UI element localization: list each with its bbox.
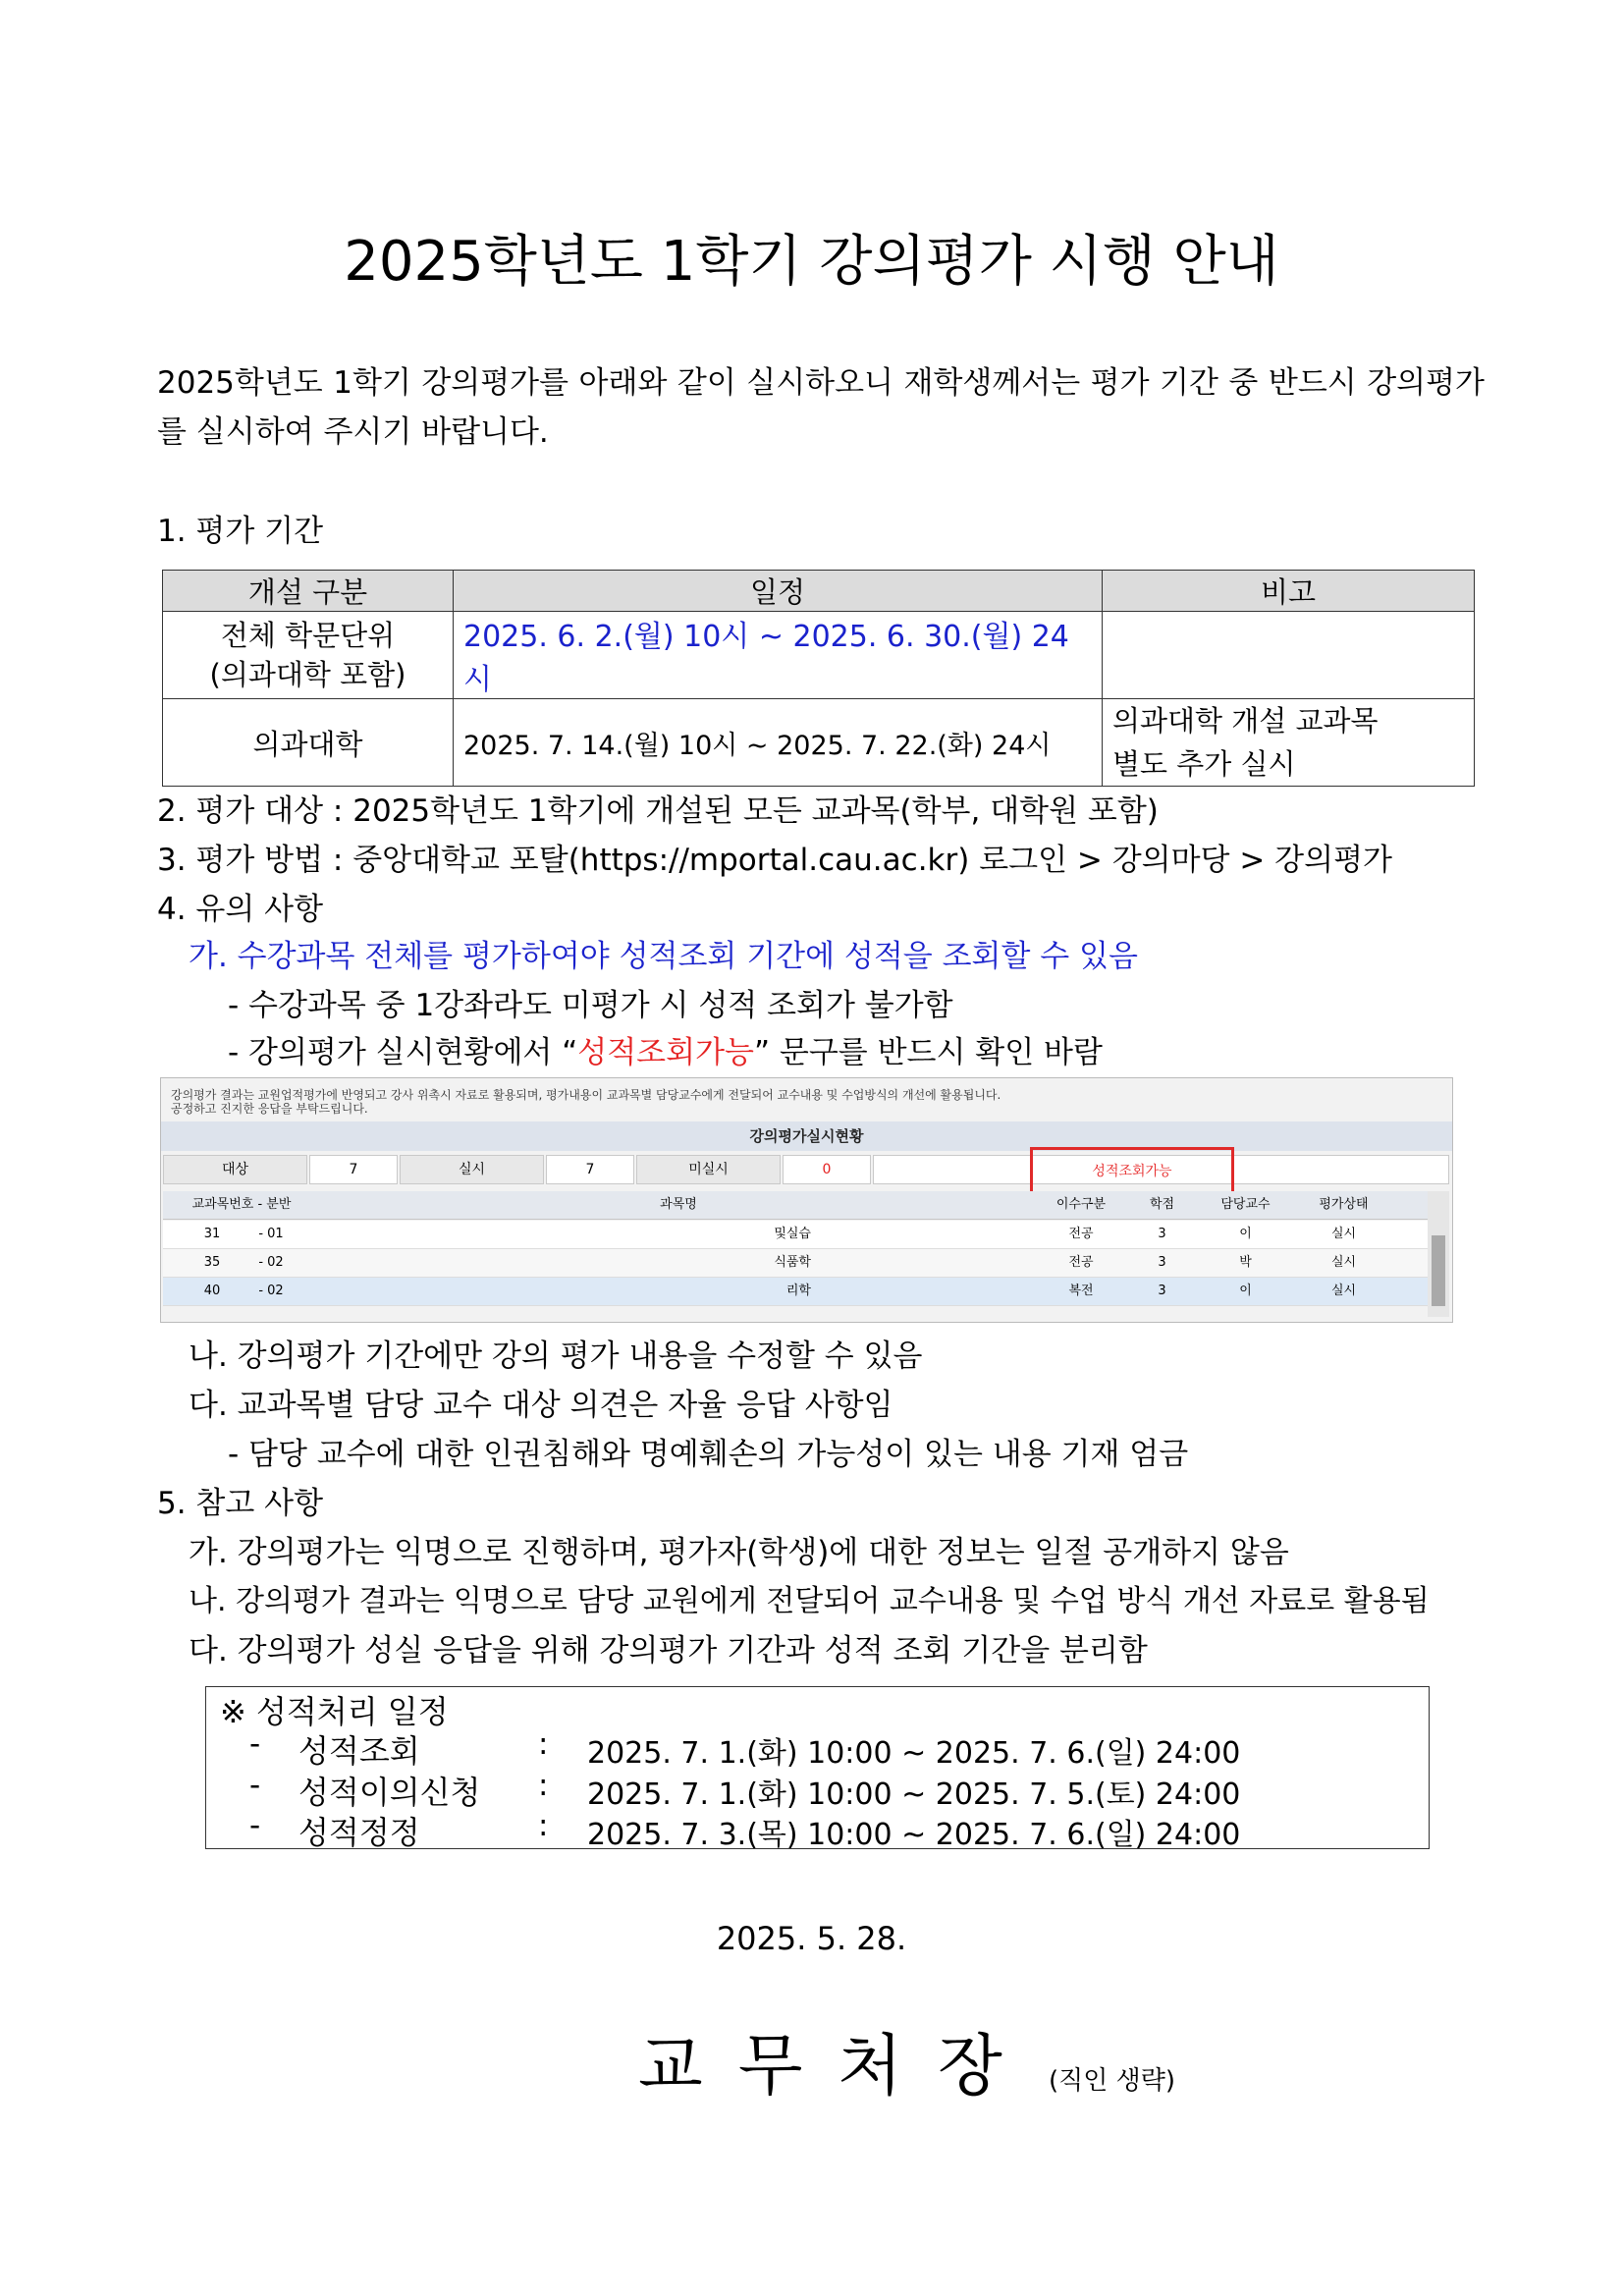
row-prof: 이 — [1239, 1284, 1252, 1298]
row-section: - 02 — [258, 1284, 284, 1298]
ga-sub2-open-quote: “ — [562, 1035, 578, 1070]
stat-value-target: 7 — [309, 1155, 398, 1184]
section-5-ga: 가. 강의평가는 익명으로 진행하며, 평가자(학생)에 대한 정보는 일절 공개하지 않음 — [189, 1535, 1289, 1570]
note-line2: 별도 추가 실시 — [1112, 747, 1296, 781]
document-date: 2025. 5. 28. — [716, 1920, 907, 1957]
grade-schedule-box — [205, 1686, 1430, 1852]
notice-line2: 공정하고 진지한 응답을 부탁드립니다. — [171, 1102, 368, 1116]
category-line1: 전체 학문단위 — [220, 619, 396, 652]
row-prof: 박 — [1239, 1255, 1252, 1270]
table-row[interactable] — [163, 1221, 1430, 1249]
row-type: 전공 — [1068, 1227, 1094, 1241]
row-status: 실시 — [1330, 1255, 1357, 1270]
schedule-table — [162, 570, 1475, 787]
table-row[interactable] — [163, 1278, 1430, 1306]
grade-item-label: 성적조회 — [298, 1732, 420, 1770]
grid-header-row — [163, 1191, 1430, 1220]
row-course: 및실습 — [774, 1227, 811, 1241]
note-line1: 의과대학 개설 교과목 — [1112, 704, 1379, 738]
col-status: 평가상태 — [1319, 1197, 1369, 1212]
row-credit: 3 — [1158, 1227, 1166, 1241]
row-prof: 이 — [1239, 1227, 1252, 1241]
grade-item-period: 2025. 7. 1.(화) 10:00 ~ 2025. 7. 6.(일) 24:00 — [587, 1736, 1241, 1771]
ga-sub2-post: 문구를 반드시 확인 바람 — [770, 1035, 1103, 1070]
section-2: 2. 평가 대상 : 2025학년도 1학기에 개설된 모든 교과목(학부, 대학원 포함) — [157, 793, 1159, 829]
stat-label-target: 대상 — [163, 1155, 307, 1184]
grade-item-colon: : — [538, 1768, 549, 1803]
grid-scrollbar-thumb[interactable] — [1432, 1235, 1445, 1306]
grade-available-text: 성적조회가능 — [577, 1035, 754, 1070]
grade-item-period: 2025. 7. 3.(목) 10:00 ~ 2025. 7. 6.(일) 24:00 — [587, 1818, 1241, 1852]
row-type: 전공 — [1068, 1255, 1094, 1270]
col-course: 과목명 — [660, 1197, 697, 1212]
screenshot-header: 강의평가실시현황 — [161, 1121, 1452, 1151]
page-title: 2025학년도 1학기 강의평가 시행 안내 — [344, 230, 1279, 294]
intro-paragraph: 2025학년도 1학기 강의평가를 아래와 같이 실시하오니 재학생께서는 평가 기간 중 반드시 강의평가를 실시하여 주시기 바랍니다. — [157, 365, 1485, 450]
col-credit: 학점 — [1149, 1197, 1175, 1212]
table-row — [163, 612, 1475, 699]
row-status: 실시 — [1330, 1284, 1357, 1298]
row-code: 35 — [203, 1255, 221, 1270]
header-note: 비고 — [1103, 571, 1475, 612]
signature-title: 교무처장 — [638, 2028, 1038, 2105]
row-code: 31 — [203, 1227, 221, 1241]
status-highlight-box — [1030, 1147, 1234, 1196]
section-4-da: 다. 교과목별 담당 교수 대상 의견은 자율 응답 사항임 — [189, 1388, 893, 1423]
note-cell — [1103, 699, 1475, 787]
section-4-da-sub: - 담당 교수에 대한 인권침해와 명예훼손의 가능성이 있는 내용 기재 엄금 — [228, 1437, 1189, 1472]
schedule-table-header-row — [163, 571, 1475, 612]
grade-item-colon: : — [538, 1726, 549, 1762]
note-cell — [1103, 612, 1475, 699]
row-status: 실시 — [1330, 1227, 1357, 1241]
stat-label-done: 실시 — [400, 1155, 544, 1184]
ga-sub2-pre: - 강의평가 실시현황에서 — [228, 1035, 563, 1070]
section-5-heading: 5. 참고 사항 — [157, 1486, 324, 1521]
grade-item-dash: - — [249, 1768, 261, 1803]
stat-label-not-done: 미실시 — [636, 1155, 781, 1184]
grade-item-label: 성적정정 — [298, 1814, 420, 1851]
ga-sub2-close-quote: ” — [753, 1035, 771, 1070]
row-course: 식품학 — [774, 1255, 811, 1270]
table-row — [163, 699, 1475, 787]
section-4-ga-sub2 — [228, 1027, 1103, 1071]
row-credit: 3 — [1158, 1255, 1166, 1270]
section-4-heading: 4. 유의 사항 — [157, 892, 324, 927]
category-cell — [163, 699, 454, 787]
notice-line1: 강의평가 결과는 교원업적평가에 반영되고 강사 위촉시 자료로 활용되며, 평가내용이 교과목별 담당교수에게 전달되어 교수내용 및 수업방식의 개선에 활용됩니다. — [171, 1088, 1001, 1102]
row-credit: 3 — [1158, 1284, 1166, 1298]
table-row[interactable] — [163, 1249, 1430, 1278]
section-5-da: 다. 강의평가 성실 응답을 위해 강의평가 기간과 성적 조회 기간을 분리함 — [189, 1633, 1148, 1668]
col-type: 이수구분 — [1055, 1197, 1107, 1212]
grade-item-label: 성적이의신청 — [298, 1774, 481, 1811]
section-4-ga: 가. 수강과목 전체를 평가하여야 성적조회 기간에 성적을 조회할 수 있음 — [189, 939, 1138, 974]
category-line2: (의과대학 포함) — [209, 658, 406, 691]
col-prof: 담당교수 — [1220, 1197, 1271, 1212]
grade-box-title: ※ 성적처리 일정 — [220, 1693, 449, 1730]
schedule-cell: 2025. 7. 14.(월) 10시 ~ 2025. 7. 22.(화) 24시 — [454, 699, 1103, 787]
row-course: 리학 — [785, 1284, 811, 1298]
section-4-ga-sub1: - 수강과목 중 1강좌라도 미평가 시 성적 조회가 불가함 — [228, 988, 953, 1023]
schedule-cell: 2025. 6. 2.(월) 10시 ~ 2025. 6. 30.(월) 24시 — [454, 612, 1103, 699]
section-5-na: 나. 강의평가 결과는 익명으로 담당 교원에게 전달되어 교수내용 및 수업 방식 개선 자료로 활용됨 — [189, 1584, 1430, 1618]
col-code: 교과목번호 - 분반 — [191, 1197, 292, 1212]
grade-item-period: 2025. 7. 1.(화) 10:00 ~ 2025. 7. 5.(토) 24:00 — [587, 1777, 1241, 1812]
grade-item-dash: - — [249, 1808, 261, 1843]
section-4-na: 나. 강의평가 기간에만 강의 평가 내용을 수정할 수 있음 — [189, 1339, 923, 1374]
category-line1: 의과대학 — [252, 727, 363, 761]
evaluation-status-screenshot — [160, 1077, 1453, 1323]
grade-item-dash: - — [249, 1726, 261, 1762]
section-1-heading: 1. 평가 기간 — [157, 514, 324, 549]
stat-value-not-done: 0 — [783, 1155, 871, 1184]
row-section: - 02 — [258, 1255, 284, 1270]
row-section: - 01 — [258, 1227, 284, 1241]
stat-value-done: 7 — [546, 1155, 634, 1184]
category-cell — [163, 612, 454, 699]
grade-item-colon: : — [538, 1808, 549, 1843]
header-category: 개설 구분 — [163, 571, 454, 612]
header-schedule: 일정 — [454, 571, 1103, 612]
signature-note: (직인 생략) — [1049, 2066, 1176, 2096]
status-text: 성적조회가능 — [1092, 1164, 1172, 1179]
section-3: 3. 평가 방법 : 중앙대학교 포탈(https://mportal.cau.ac.kr) 로그인 > 강의마당 > 강의평가 — [157, 843, 1392, 878]
screenshot-notice — [171, 1088, 1437, 1116]
row-type: 복전 — [1068, 1284, 1094, 1298]
row-code: 40 — [203, 1284, 221, 1298]
